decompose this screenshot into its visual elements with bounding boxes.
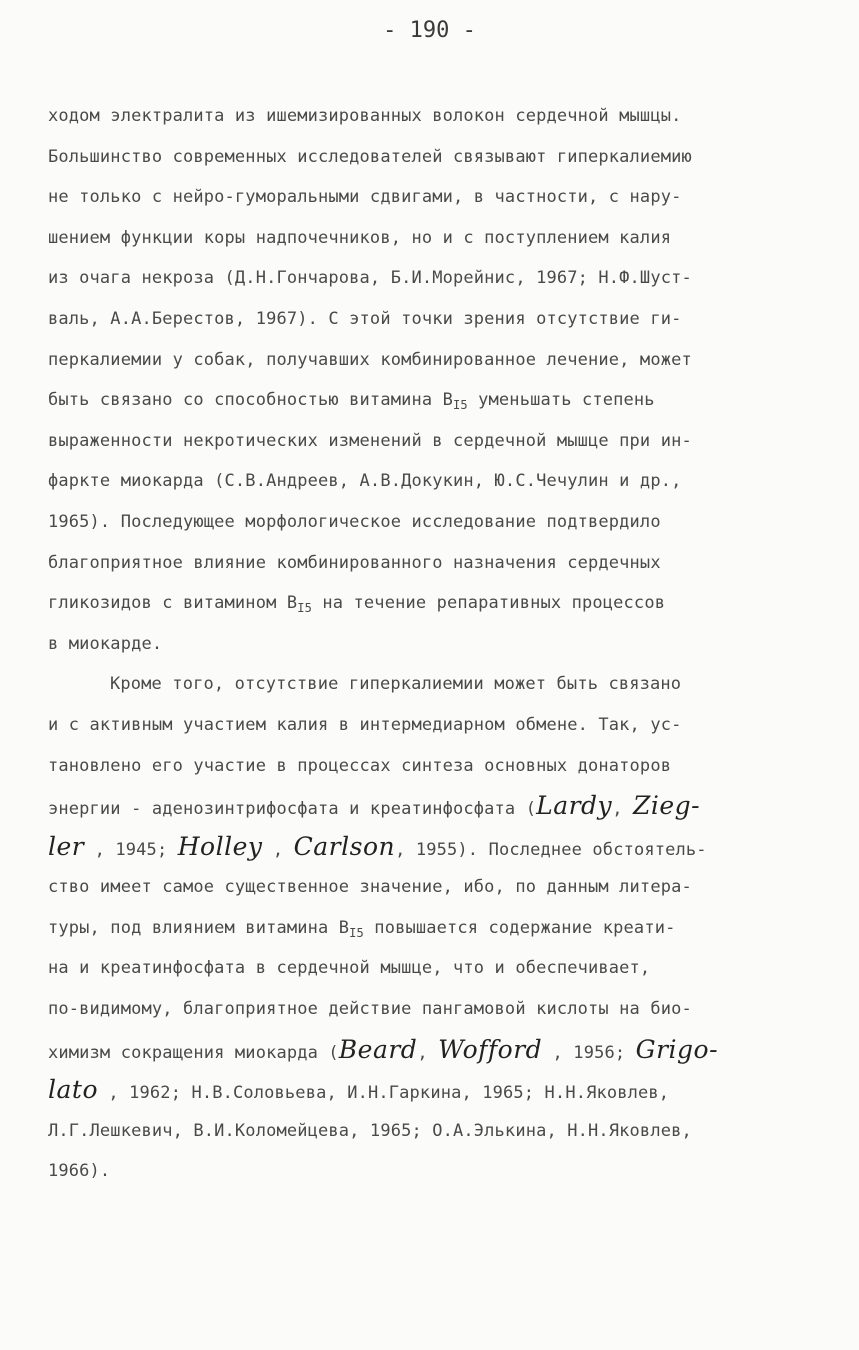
text-segment: химизм сокращения миокарда ( [48,1042,339,1063]
text-segment: , 1945; [84,839,178,860]
vitamin-subscript: I5 [453,398,468,413]
handwritten-author: Carlson [293,831,396,861]
text-line [48,1070,823,1111]
text-segment: энергии - аденозинтрифосфата и креатинфосфата ( [48,799,537,820]
text-line [48,827,823,868]
handwritten-author: Lardy [536,791,613,821]
text-segment: , 1962; Н.В.Соловьева, И.Н.Гаркина, 1965; Н.Н.Яковлев, [98,1083,670,1104]
text-segment: уменьшать степень [467,390,655,411]
text-line [48,786,823,827]
handwritten-author: Holley [177,831,263,861]
text-line: валь, А.А.Берестов, 1967). С этой точки зрения отсутствие ги- [48,308,682,329]
text-line: шением функции коры надпочечников, но и с поступлением калия [48,227,672,248]
text-line: ходом электралита из ишемизированных волокон сердечной мышцы. [48,106,682,126]
text-segment: гликозидов с витамином В [48,593,298,614]
text-line [48,1030,823,1071]
text-line: фаркте миокарда (С.В.Андреев, А.В.Докукин, Ю.С.Чечулин и др., [48,471,682,492]
text-line: из очага некроза (Д.Н.Гончарова, Б.И.Морейнис, 1967; Н.Ф.Шуст- [48,268,692,289]
vitamin-subscript: I5 [297,601,312,616]
text-segment: , 1956; [542,1042,636,1063]
text-line: по-видимому, благоприятное действие пангамовой кислоты на био- [48,999,692,1020]
text-line [48,380,823,421]
text-line: тановлено его участие в процессах синтеза основных донаторов [48,755,672,776]
text-line: 1965). Последующее морфологическое исследование подтвердило [48,511,661,532]
text-segment: на течение репаративных процессов [312,593,666,614]
handwritten-author: Zieg- [632,791,701,821]
vitamin-subscript: I5 [349,925,364,940]
handwritten-author: lato [48,1075,98,1105]
handwritten-author: ler [48,831,85,861]
text-segment: , [612,799,633,820]
text-line: благоприятное влияние комбинированного назначения сердечных [48,552,661,573]
text-segment: , [262,839,294,860]
text-line [48,908,823,949]
text-line: в миокарде. [48,633,163,654]
handwritten-author: Grigo- [635,1034,719,1064]
text-segment: , [417,1042,439,1063]
text-line: на и креатинфосфата в сердечной мышце, что и обеспечивает, [48,958,651,979]
text-line: Л.Г.Лешкевич, В.И.Коломейцева, 1965; О.А.Элькина, Н.Н.Яковлев, [48,1120,692,1141]
text-line: и с активным участием калия в интермедиарном обмене. Так, ус- [48,714,682,735]
text-line: перкалиемии у собак, получавших комбинированное лечение, может [48,349,692,370]
text-line: выраженности некротических изменений в сердечной мышце при ин- [48,430,692,451]
handwritten-author: Wofford [438,1034,543,1064]
page-number: - 190 - [383,18,476,43]
text-line: не только с нейро-гуморальными сдвигами, в частности, с нару- [48,187,682,208]
text-segment: туры, под влиянием витамина В [48,917,350,938]
text-line: Большинство современных исследователей связывают гиперкалиемию [48,146,692,167]
text-line [48,583,823,624]
text-segment: быть связано со способностью витамина В [48,390,454,411]
text-segment: , 1955). Последнее обстоятель- [395,839,707,860]
text-line: 1966). [48,1161,111,1182]
text-line: ство имеет самое существенное значение, ибо, по данным литера- [48,877,692,898]
handwritten-author: Beard [338,1034,418,1064]
text-line: Кроме того, отсутствие гиперкалиемии может быть связано [110,674,682,695]
body-text [48,96,823,1192]
text-segment: повышается содержание креати- [363,917,676,938]
